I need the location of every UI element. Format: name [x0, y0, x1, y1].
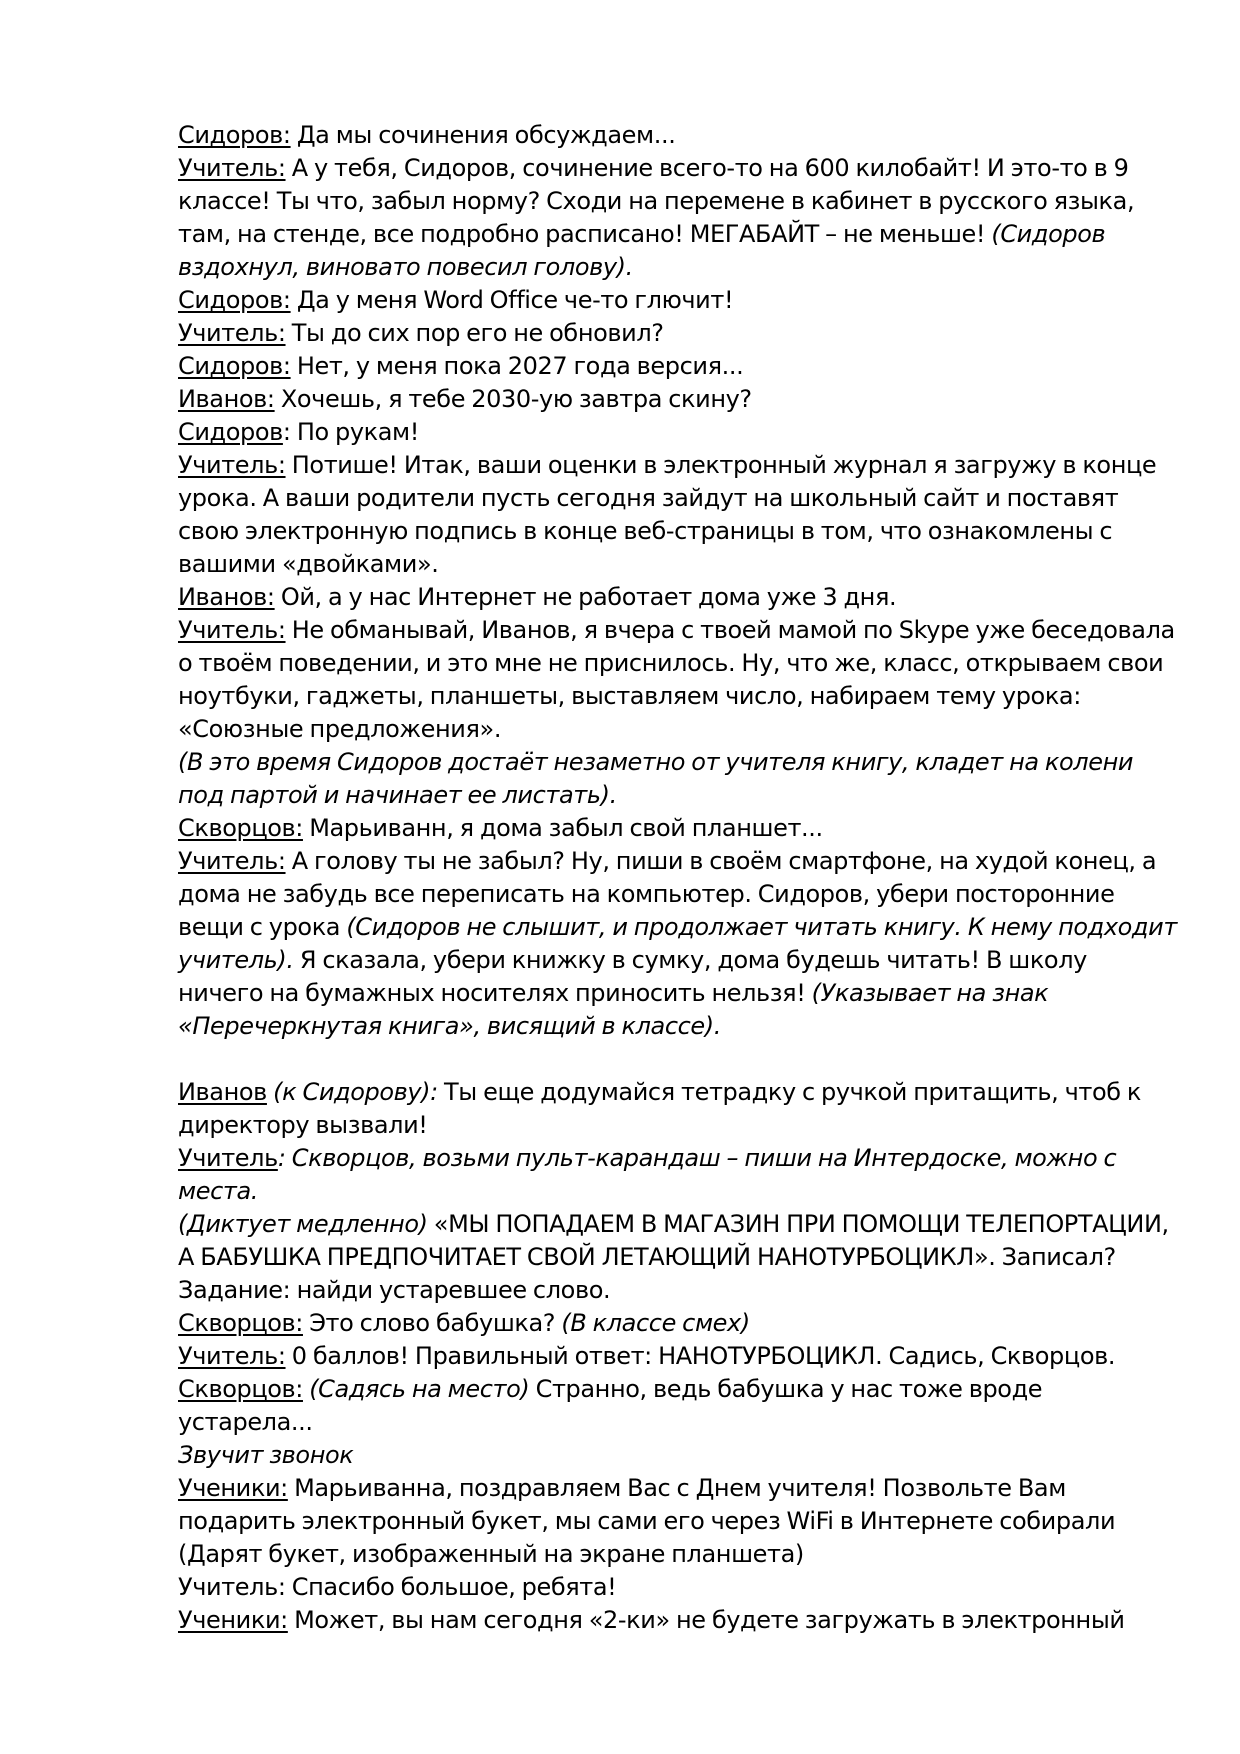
speaker: Учитель:: [178, 616, 286, 644]
speaker: Сидоров:: [178, 286, 291, 314]
stage-direction: Звучит звонок: [178, 1441, 354, 1469]
stage-direction: (Диктует медленно): [178, 1210, 428, 1238]
speech: Странно, ведь бабушка у нас тоже вроде устарела...: [178, 1375, 1043, 1436]
speech: Может, вы нам сегодня «2-ки» не будете загружать в электронный: [287, 1606, 1125, 1634]
speech: Нет, у меня пока 2027 года версия...: [290, 352, 744, 380]
line-17: [178, 1208, 1178, 1307]
script-page: [178, 119, 1178, 1637]
line-10: [178, 614, 1178, 746]
speech: А у тебя, Сидоров, сочинение всего-то на 600 килобайт! И это-то в 9 классе! Ты что, забыл норму? Сходи на перемене в кабинет в русского языка, там, на стенде, все подробно расписано! МЕГАБАЙТ – не меньше!: [178, 154, 1135, 248]
speech: Марьиванн, я дома забыл свой планшет...: [302, 814, 823, 842]
speech: А голову ты не забыл? Ну, пиши в своём смартфоне, на худой конец, а дома не забудь все переписать на компьютер. Сидоров, убери посторонние вещи с урока: [178, 847, 1157, 941]
speaker: Учитель:: [178, 319, 286, 347]
line-19: [178, 1340, 1178, 1373]
speech: : По рукам!: [282, 418, 419, 446]
speaker: Сидоров: [178, 418, 283, 446]
stage-direction: (Сидоров не слышит, и продолжает читать книгу. К нему подходит учитель).: [178, 913, 1177, 974]
speaker: Скворцов:: [178, 814, 303, 842]
speech: Ты до сих пор его не обновил?: [285, 319, 664, 347]
speaker: Ученики:: [178, 1606, 288, 1634]
stage-direction: (к Сидорову):: [266, 1078, 438, 1106]
speech: 0 баллов! Правильный ответ: НАНОТУРБОЦИКЛ. Садись, Скворцов.: [285, 1342, 1116, 1370]
line-12: [178, 812, 1178, 845]
speech: Да мы сочинения обсуждаем...: [290, 121, 676, 149]
stage-direction: (В это время Сидоров достаёт незаметно от учителя книгу, кладет на колени под партой и начинает ее листать).: [178, 748, 1134, 809]
stage-direction: (В классе смех): [561, 1309, 750, 1337]
stage-direction: (Садясь на место): [302, 1375, 530, 1403]
speaker: Иванов:: [178, 385, 275, 413]
line-7: [178, 416, 1178, 449]
line-5: [178, 350, 1178, 383]
speech: Это слово бабушка?: [302, 1309, 562, 1337]
speech: Ой, а у нас Интернет не работает дома уже 3 дня.: [274, 583, 897, 611]
line-9: [178, 581, 1178, 614]
speaker: Учитель: [178, 1144, 278, 1172]
line-3: [178, 284, 1178, 317]
line-6: [178, 383, 1178, 416]
speaker: Сидоров:: [178, 352, 291, 380]
speaker: Учитель:: [178, 1342, 286, 1370]
speech: Не обманывай, Иванов, я вчера с твоей мамой по Skype уже беседовала о твоём поведении, и это мне не приснилось. Ну, что же, класс, открываем свои ноутбуки, гаджеты, планшеты, выставляем число, набираем тему урока: «Союзные предложения».: [178, 616, 1175, 743]
line-2: [178, 152, 1178, 284]
speech: Марьиванна, поздравляем Вас с Днем учителя! Позвольте Вам подарить электронный букет, мы сами его через WiFi в Интернете собирали (Дарят букет, изображенный на экране планшета): [178, 1474, 1116, 1568]
speech: Да у меня Word Office че-то глючит!: [290, 286, 734, 314]
blank-line: [178, 1043, 1178, 1076]
stage-direction: (Указывает на знак «Перечеркнутая книга», висящий в классе).: [178, 979, 1049, 1040]
line-21: [178, 1439, 1178, 1472]
line-8: [178, 449, 1178, 581]
speech: Ты еще додумайся тетрадку с ручкой притащить, чтоб к директору вызвали!: [178, 1078, 1141, 1139]
speaker: Иванов:: [178, 583, 275, 611]
line-16: [178, 1142, 1178, 1208]
speaker: Иванов: [178, 1078, 267, 1106]
line-23: [178, 1571, 1178, 1604]
line-15: [178, 1076, 1178, 1142]
line-22: [178, 1472, 1178, 1571]
speaker: Учитель:: [178, 154, 286, 182]
speech: Учитель: Спасибо большое, ребята!: [178, 1573, 617, 1601]
line-24: [178, 1604, 1178, 1637]
speech: Хочешь, я тебе 2030-ую завтра скину?: [274, 385, 752, 413]
speech: Потише! Итак, ваши оценки в электронный журнал я загружу в конце урока. А ваши родители пусть сегодня зайдут на школьный сайт и поставят свою электронную подпись в конце веб-страницы в том, что ознакомлены с вашими «двойками».: [178, 451, 1157, 578]
speaker: Скворцов:: [178, 1309, 303, 1337]
speech: «МЫ ПОПАДАЕМ В МАГАЗИН ПРИ ПОМОЩИ ТЕЛЕПОРТАЦИИ, А БАБУШКА ПРЕДПОЧИТАЕТ СВОЙ ЛЕТАЮЩИЙ НАНОТУРБОЦИКЛ». Записал? Задание: найди устаревшее слово.: [178, 1210, 1169, 1304]
line-13: [178, 845, 1178, 1043]
line-1: [178, 119, 1178, 152]
line-18: [178, 1307, 1178, 1340]
speaker: Скворцов:: [178, 1375, 303, 1403]
speech: Я сказала, убери книжку в сумку, дома будешь читать! В школу ничего на бумажных носителях приносить нельзя!: [178, 946, 1087, 1007]
stage-direction: : Скворцов, возьми пульт-карандаш – пиши на Интердоске, можно с места.: [178, 1144, 1117, 1205]
speaker: Сидоров:: [178, 121, 291, 149]
stage-direction: (Сидоров вздохнул, виновато повесил голову).: [178, 220, 1106, 281]
speaker: Ученики:: [178, 1474, 288, 1502]
line-20: [178, 1373, 1178, 1439]
line-4: [178, 317, 1178, 350]
line-11: [178, 746, 1178, 812]
speaker: Учитель:: [178, 847, 286, 875]
speaker: Учитель:: [178, 451, 286, 479]
